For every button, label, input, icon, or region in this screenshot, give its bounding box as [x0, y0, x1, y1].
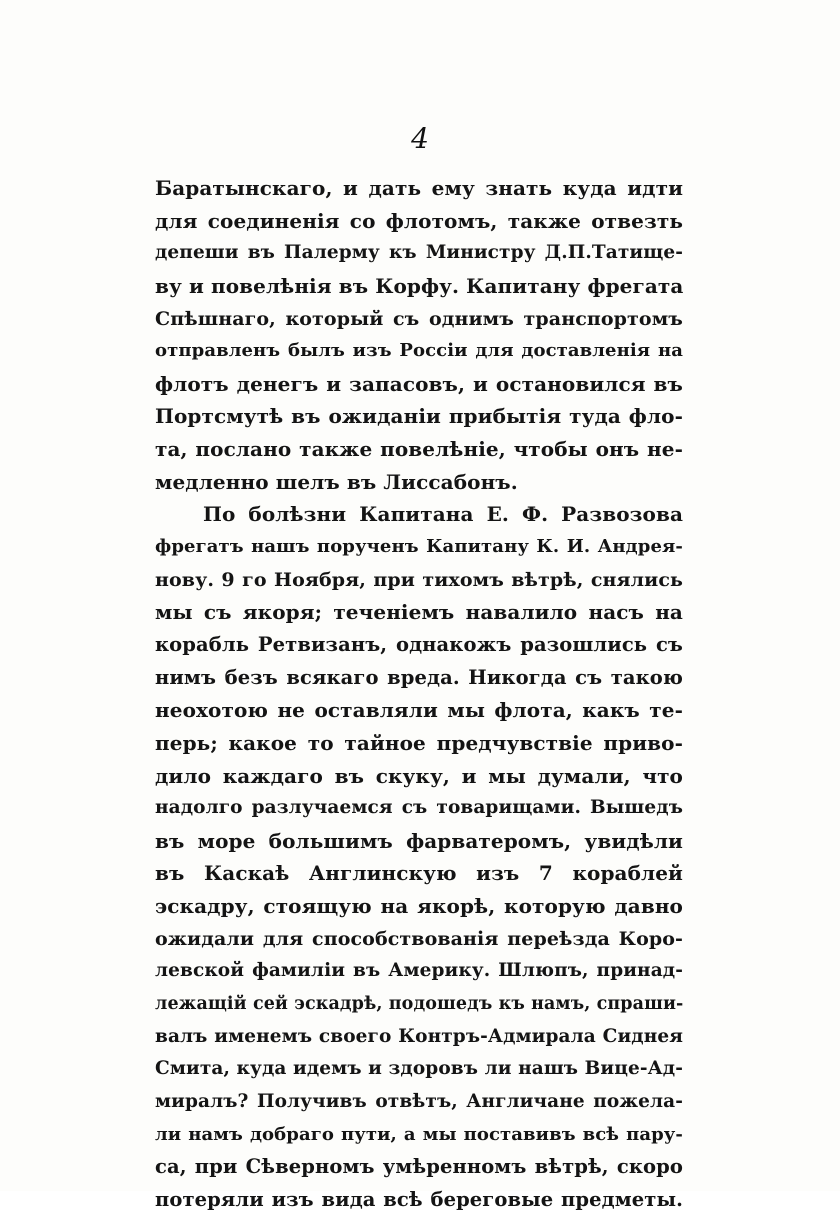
- text-line: флотъ денегъ и запасовъ, и остановился въ: [155, 371, 683, 396]
- text-line: мы съ якоря; теченіемъ навалило насъ на: [155, 600, 683, 625]
- text-line: отправленъ былъ изъ Россіи для доставленія на: [155, 340, 683, 362]
- text-line: ли намъ добраго пути, а мы поставивъ всѣ пару-: [155, 1123, 683, 1145]
- body-text: [155, 172, 683, 1217]
- text-line: левской фамиліи въ Америку. Шлюпъ, принад-: [155, 960, 683, 982]
- text-line: валъ именемъ своего Контръ-Адмирала Сиднея: [155, 1025, 683, 1047]
- text-line: са, при Сѣверномъ умѣренномъ вѣтрѣ, скоро: [155, 1155, 683, 1179]
- text-line: надолго разлучаемся съ товарищами. Вышедъ: [155, 797, 683, 819]
- text-line: потеряли изъ вида всѣ береговые предметы.: [155, 1187, 683, 1211]
- text-line: въ море большимъ фарватеромъ, увидѣли: [155, 828, 683, 853]
- text-line-paragraph-end: медленно шелъ въ Лиссабонъ.: [155, 469, 518, 494]
- text-line: ожидали для способствованія переѣзда Коро-: [155, 927, 683, 950]
- text-line: дило каждаго въ скуку, и мы думали, что: [155, 763, 683, 788]
- text-line: нову. 9 го Ноября, при тихомъ вѣтрѣ, снялись: [155, 568, 683, 591]
- page-number: 4: [411, 122, 429, 155]
- text-line: въ Каскаѣ Англинскую изъ 7 кораблей: [155, 861, 683, 886]
- text-line: миралъ? Получивъ отвѣтъ, Англичане пожела-: [155, 1090, 683, 1112]
- text-line-paragraph-start: По болѣзни Капитана Е. Ф. Развозова: [203, 502, 683, 527]
- text-line: та, послано также повелѣніе, чтобы онъ не-: [155, 437, 683, 462]
- text-line: перь; какое то тайное предчувствіе приво-: [155, 730, 683, 755]
- text-line: фрегатъ нашъ порученъ Капитану К. И. Андрея-: [155, 536, 683, 558]
- text-line: нимъ безъ всякаго вреда. Никогда съ такою: [155, 665, 683, 689]
- text-line: лежащій сей эскадрѣ, подошедъ къ намъ, спраши-: [155, 994, 684, 1015]
- text-line: ву и повелѣнія въ Корфу. Капитану фрегата: [155, 273, 684, 298]
- text-line: Спѣшнаго, который съ однимъ транспортомъ: [155, 307, 683, 330]
- text-line: депеши въ Палерму къ Министру Д.П.Татище-: [155, 242, 683, 264]
- text-line: Смита, куда идемъ и здоровъ ли нашъ Вице-Ад-: [155, 1058, 683, 1080]
- text-line: Портсмутѣ въ ожиданіи прибытія туда фло-: [155, 404, 683, 429]
- text-line: для соединенія со флотомъ, также отвезть: [155, 208, 683, 233]
- text-line: корабль Ретвизанъ, однакожъ разошлись съ: [155, 632, 683, 656]
- text-line: неохотою не оставляли мы флота, какъ те-: [155, 698, 683, 723]
- text-line: эскадру, стоящую на якорѣ, которую давно: [155, 894, 683, 919]
- text-line: Баратынскаго, и дать ему знать куда идти: [155, 176, 683, 200]
